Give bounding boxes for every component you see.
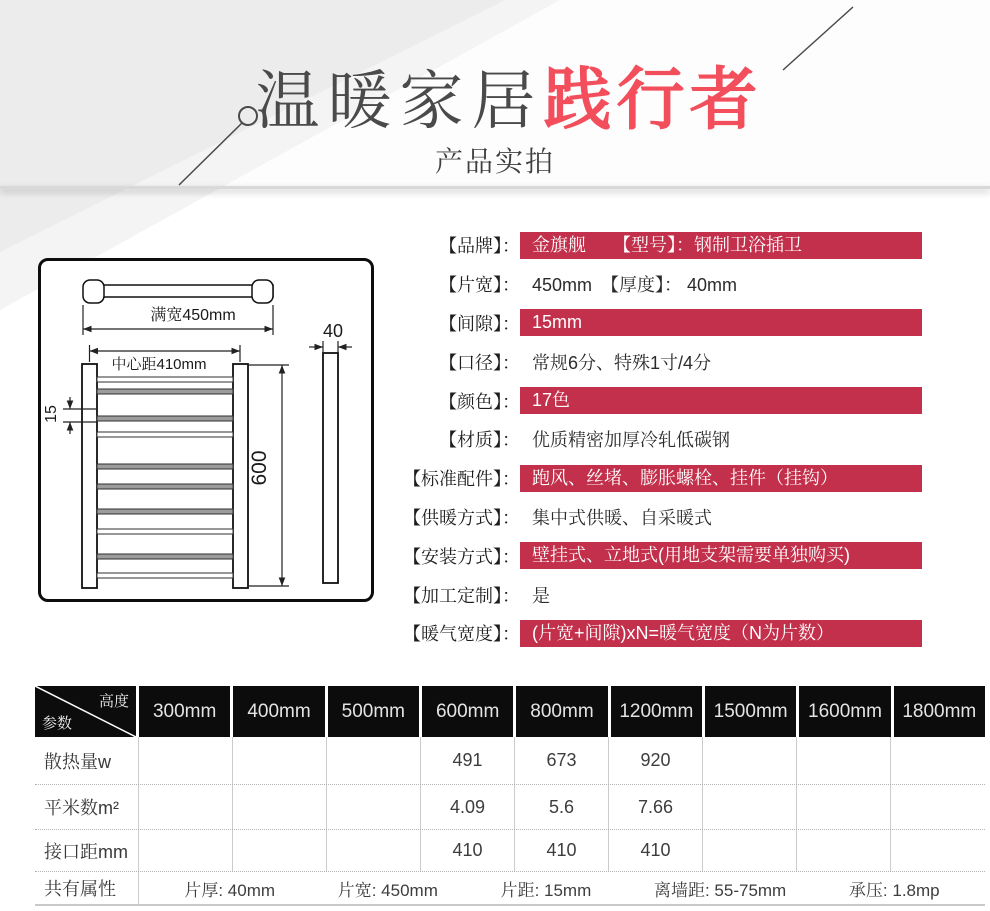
spec-row-customization	[390, 575, 922, 614]
spec-value: 跑风、丝堵、膨胀螺栓、挂件（挂钩）	[520, 465, 922, 492]
table-cell: 5.6	[515, 785, 609, 829]
side-view-tube	[323, 353, 338, 583]
table-cell	[797, 785, 891, 829]
spec-label: 【颜色】：	[439, 391, 520, 412]
row-label: 共有属性	[35, 872, 139, 904]
spec-value: 集中式供暖、自采暖式	[532, 507, 712, 528]
spec-label: 【口径】：	[439, 352, 520, 373]
table-cell	[139, 830, 233, 871]
table-row-heat-output	[35, 737, 985, 785]
table-cell	[891, 830, 985, 871]
spec-value: 壁挂式、立地式(用地支架需要单独购买)	[520, 542, 922, 569]
column-header: 300mm	[139, 686, 230, 737]
column-header: 400mm	[233, 686, 324, 737]
table-cell	[139, 737, 233, 784]
column-header: 1600mm	[799, 686, 890, 737]
dim-depth: 40	[322, 321, 344, 341]
table-cell	[327, 785, 421, 829]
table-row-common-attributes	[35, 872, 985, 906]
table-cell: 410	[421, 830, 515, 871]
column-header: 500mm	[328, 686, 419, 737]
column-header: 800mm	[516, 686, 607, 737]
top-view-rail	[83, 280, 273, 303]
spec-label: 【品牌】：	[439, 236, 520, 257]
title-black-part: 温暖家居	[255, 65, 544, 137]
attribute-item: 片宽: 450mm	[337, 880, 438, 900]
spec-label: 【供暖方式】：	[403, 507, 520, 528]
spec-label: 【暖气宽度】：	[403, 624, 520, 645]
attribute-item: 离墙距: 55-75mm	[653, 880, 787, 900]
spec-value: 15mm	[520, 309, 922, 336]
spec-value: 常规6分、特殊1寸/4分	[532, 352, 712, 373]
table-cell	[327, 737, 421, 784]
table-row-square-meters	[35, 785, 985, 830]
table-cell	[891, 737, 985, 784]
common-attribute-items	[139, 872, 985, 904]
dim-gap: 15	[43, 405, 60, 423]
dim-depth-lines	[309, 341, 352, 353]
table-cell	[703, 785, 797, 829]
table-cell: 4.09	[421, 785, 515, 829]
attribute-item: 片距: 15mm	[500, 880, 592, 900]
row-label: 接口距mm	[35, 830, 139, 871]
spec-row-heating-mode	[390, 498, 922, 537]
corner-label-height: 高度	[98, 693, 129, 710]
spec-value: (片宽+间隙)xN=暖气宽度（N为片数）	[520, 620, 922, 647]
table-cell: 673	[515, 737, 609, 784]
dim-height: 600	[248, 450, 271, 486]
page-subtitle: 产品实拍	[434, 146, 555, 177]
table-cell	[233, 830, 327, 871]
spec-value: 17色	[520, 387, 922, 414]
spec-value: 450mm 【厚度】： 40mm	[532, 275, 738, 296]
table-cell	[703, 830, 797, 871]
header-divider	[0, 186, 990, 189]
spec-row-color	[390, 381, 922, 420]
column-header: 1500mm	[705, 686, 796, 737]
spec-label: 【加工定制】：	[403, 585, 520, 606]
spec-list	[390, 226, 922, 653]
table-cell	[233, 785, 327, 829]
column-header: 1800mm	[894, 686, 985, 737]
radiator-dimension-drawing	[41, 261, 371, 599]
table-cell	[139, 785, 233, 829]
page-title	[14, 46, 990, 143]
table-cell: 410	[515, 830, 609, 871]
table-header-row	[35, 686, 985, 737]
spec-row-brand	[390, 226, 922, 265]
front-view-rungs	[97, 377, 233, 578]
table-cell	[797, 830, 891, 871]
table-cell	[327, 830, 421, 871]
title-red-part: 践行者	[543, 62, 763, 138]
corner-label-parameter: 参数	[42, 715, 73, 732]
column-header: 1200mm	[611, 686, 702, 737]
parameter-table	[35, 686, 985, 906]
spec-row-width	[390, 265, 922, 304]
spec-value: 是	[532, 585, 550, 606]
table-cell: 7.66	[609, 785, 703, 829]
spec-label: 【间隙】：	[439, 313, 520, 334]
column-header: 600mm	[422, 686, 513, 737]
table-cell: 920	[609, 737, 703, 784]
spec-row-install-mode	[390, 536, 922, 575]
attribute-item: 片厚: 40mm	[184, 880, 276, 900]
dim-full-width: 满宽450mm	[150, 307, 236, 324]
technical-drawing	[38, 258, 374, 602]
spec-value: 金旗舰 【型号】：钢制卫浴插卫	[520, 232, 922, 259]
spec-label: 【安装方式】：	[403, 546, 520, 567]
spec-label: 【片宽】：	[439, 275, 520, 296]
spec-row-material	[390, 420, 922, 459]
attribute-item: 承压: 1.8mp	[848, 880, 940, 900]
spec-row-caliber	[390, 342, 922, 381]
spec-row-accessories	[390, 459, 922, 498]
table-row-connector-distance	[35, 830, 985, 872]
table-cell	[233, 737, 327, 784]
spec-value: 优质精密加厚冷轧低碳钢	[532, 430, 730, 451]
dim-center-distance: 中心距410mm	[111, 356, 207, 373]
table-cell	[703, 737, 797, 784]
table-cell: 410	[609, 830, 703, 871]
table-cell	[891, 785, 985, 829]
spec-label: 【标准配件】：	[403, 469, 520, 490]
table-corner-cell	[35, 686, 136, 737]
table-cell: 491	[421, 737, 515, 784]
table-cell	[797, 737, 891, 784]
row-label: 散热量w	[35, 737, 139, 784]
spec-row-gap	[390, 304, 922, 343]
spec-label: 【材质】：	[439, 430, 520, 451]
spec-row-radiator-width	[390, 614, 922, 653]
row-label: 平米数m²	[35, 785, 139, 829]
